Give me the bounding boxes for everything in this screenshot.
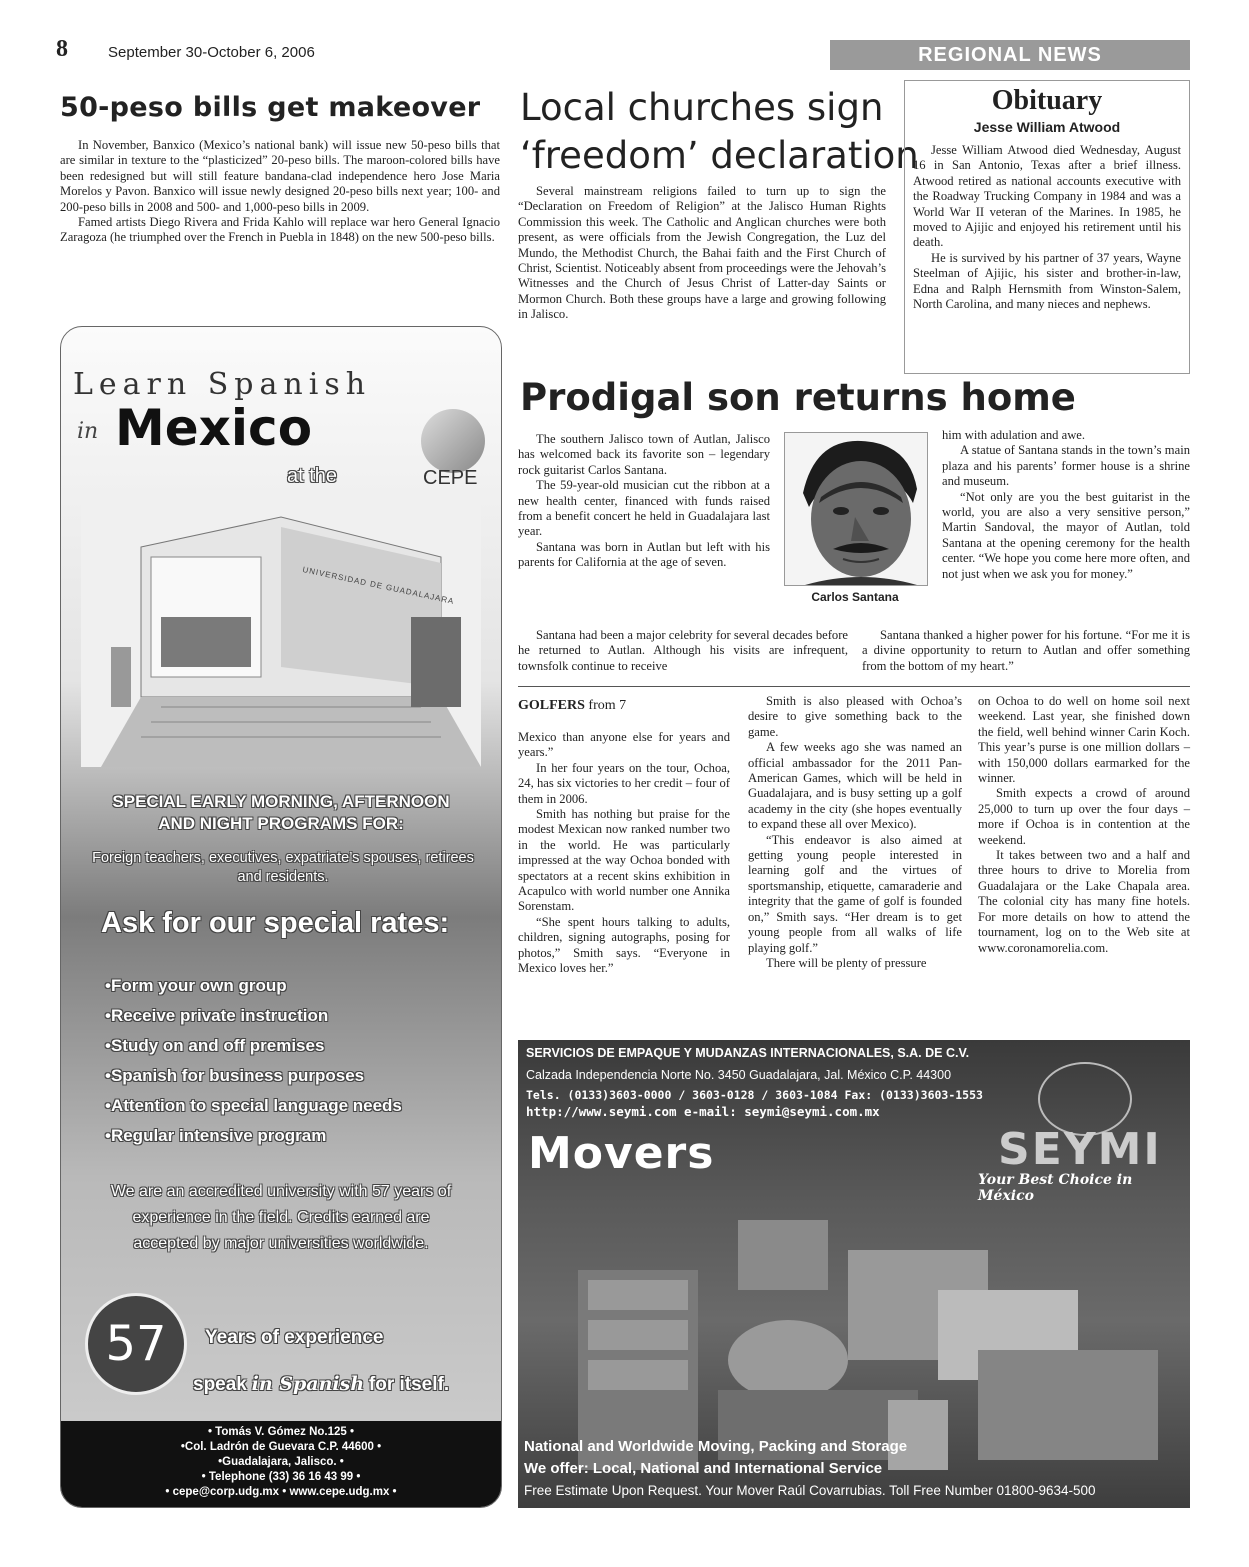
churches-headline-line2: ‘freedom’ declaration xyxy=(520,134,919,177)
golfers-col1-paragraph: Mexico than anyone else for years and years.” xyxy=(518,730,730,760)
golfers-jump-line xyxy=(518,698,626,714)
cepe-speak-script: in Spanish xyxy=(251,1373,365,1395)
cepe-speak-prefix: speak xyxy=(193,1374,247,1395)
prodigal-column-1-bottom xyxy=(518,628,848,674)
prodigal-col1-paragraph: Santana was born in Autlan but left with his parents for California at the age of seven. xyxy=(518,539,770,570)
churches-paragraph-1: Several mainstream religions failed to turn up to sign the “Declaration on Freedom of Religion” at the Jalisco Human Rights Commission this week. The Catholic and Anglican churches were both present, as were officials from the Jewish Congregation, the Luz del Mundo, the Methodist Church, the Bahai faith and the First Church of Christ, Scientist. Noticeably absent from proceedings were the Jehovah’s Witnesses and the Church of Jesus Christ of Latter-day Saints or Mormon Church. Both these groups have a large and growing following in Jalisco. xyxy=(518,184,886,322)
seymi-services xyxy=(524,1436,1164,1502)
churches-article-body xyxy=(518,184,886,323)
santana-portrait-icon xyxy=(785,433,927,585)
cepe-in: in xyxy=(77,419,99,444)
golfers-col2-paragraph: Smith is also pleased with Ochoa’s desire to give something back to the game. xyxy=(748,694,962,739)
cepe-logo-icon xyxy=(421,409,485,473)
prodigal-col1-paragraph: The 59-year-old musician cut the ribbon at a new health center, financed with funds raised from a benefit concert he held in Guadalajara last year. xyxy=(518,478,770,539)
santana-photo-caption: Carlos Santana xyxy=(811,590,899,604)
cepe-accredited: We are an accredited university with 57 years of experience in the field. Credits earned are accepted by major universities worldwide. xyxy=(110,1183,452,1252)
prodigal-col1-paragraph: The southern Jalisco town of Autlan, Jalisco has welcomed back its favorite son – legendary rock guitarist Carlos Santana. xyxy=(518,432,770,477)
cepe-bullet-list xyxy=(105,971,402,1151)
obituary-name: Jesse William Atwood xyxy=(973,119,1121,135)
cepe-mexico: Mexico xyxy=(115,399,313,457)
prodigal-col2-paragraph: A statue of Santana stands in the town’s main plaza and his parents’ former house is a shrine and museum. xyxy=(942,443,1190,489)
golfers-jump-from: from 7 xyxy=(588,698,627,713)
prodigal-col2-paragraph: Santana thanked a higher power for his fortune. “For me it is a divine opportunity to return to Autlan and offer something from the bottom of my heart.” xyxy=(862,628,1190,673)
golfers-col1-paragraph: “She spent hours talking to adults, children, signing autographs, posing for photos,” Smith says. “Everyone in Mexico loves her.” xyxy=(518,914,730,976)
peso-paragraph-1: In November, Banxico (Mexico’s national bank) will issue new 50-peso bills that are similar in texture to the “plasticized” 20-peso bills. The maroon-colored bills have been redesigned but will still feature bandana-clad independence hero Jose Maria Morelos y Pavon. Banxico will issue newly designed 20-peso bills next year; 100- and 200-peso bills in 2008 and 500- and 1,000-peso bills in 2009. xyxy=(60,138,500,214)
obituary-paragraph-2: He is survived by his partner of 37 years, Wayne Steelman of Ajijic, his sister and brother-in-law, Edna and Ralph Hernsmith from Winston-Salem, North Carolina, and many nieces and nephews. xyxy=(913,250,1181,312)
prodigal-col1-paragraph: Santana had been a major celebrity for several decades before he returned to Autlan. Although his visits are infrequent, townsfolk continue to receive xyxy=(518,628,848,673)
prodigal-col2-paragraph: him with adulation and awe. xyxy=(942,428,1086,442)
cepe-address-line: • Tomás V. Gómez No.125 • xyxy=(207,1426,355,1438)
golfers-col2-paragraph: A few weeks ago she was named an official ambassador for the 2011 Pan-American Games, which will be held in Guadalajara, and is busy setting up a golf academy in the city (she hopes eventually to expand these all over Mexico). xyxy=(748,740,962,832)
building-illustration-icon xyxy=(81,497,481,767)
seymi-service-line: National and Worldwide Moving, Packing and Storage xyxy=(524,1438,908,1455)
seymi-phones: Tels. (0133)3603-0000 / 3603-0128 / 3603-1084 Fax: (0133)3603-1553 xyxy=(526,1088,983,1102)
cepe-address-line: • Telephone (33) 36 16 43 99 • xyxy=(201,1471,361,1483)
obituary-paragraph-1: Jesse William Atwood died Wednesday, August 16 in San Antonio, Texas after a brief illness. Atwood retired as national accounts executive with the Roadway Trucking Company in 1984 and was a World War II veteran of the Marines. In 1985, he moved to Ajijic and enjoyed his retirement until his death. xyxy=(913,143,1181,250)
seymi-company: SERVICIOS DE EMPAQUE Y MUDANZAS INTERNACIONALES, S.A. DE C.V. xyxy=(526,1046,970,1060)
issue-date: September 30-October 6, 2006 xyxy=(108,44,315,61)
seymi-address: Calzada Independencia Norte No. 3450 Guadalajara, Jal. México C.P. 44300 xyxy=(526,1068,952,1082)
seymi-brand: SEYMI xyxy=(998,1124,1162,1175)
cepe-advertisement xyxy=(60,326,502,1508)
cepe-address-block xyxy=(61,1421,501,1508)
golfers-col3-paragraph: Smith expects a crowd of around 25,000 to turn up over the four days – more if Ochoa is in contention at the weekend. xyxy=(978,786,1190,847)
cepe-rates: Ask for our special rates: xyxy=(101,907,450,939)
obituary-title: Obituary xyxy=(991,85,1103,116)
cepe-building-sign: UNIVERSIDAD DE GUADALAJARA xyxy=(301,564,456,607)
cepe-bullet-item: •Study on and off premises xyxy=(105,1036,325,1055)
cepe-address-line: •Col. Ladrón de Guevara C.P. 44600 • xyxy=(180,1441,382,1453)
cepe-bullet-item: •Receive private instruction xyxy=(105,1006,329,1025)
cepe-programs xyxy=(81,791,481,835)
cepe-learn-spanish: Learn Spanish xyxy=(73,367,372,402)
peso-headline: 50-peso bills get makeover xyxy=(60,92,481,123)
cepe-bullet-item: •Attention to special language needs xyxy=(105,1096,402,1115)
cepe-bullet-item: •Spanish for business purposes xyxy=(105,1066,365,1085)
obituary-body xyxy=(913,143,1181,312)
cepe-at-the: at the xyxy=(287,465,338,487)
section-divider xyxy=(518,686,1190,687)
cepe-programs-line2: AND NIGHT PROGRAMS FOR: xyxy=(158,814,404,833)
cepe-address-line: • cepe@corp.udg.mx • www.cepe.udg.mx • xyxy=(165,1486,397,1498)
seymi-tagline: Your Best Choice in México xyxy=(978,1172,1133,1204)
seymi-service-line: Free Estimate Upon Request. Your Mover Raúl Covarrubias. Toll Free Number 01800-9634-500 xyxy=(524,1483,1096,1498)
prodigal-column-1 xyxy=(518,432,770,571)
cepe-bullet-item: •Regular intensive program xyxy=(105,1126,327,1145)
seymi-advertisement xyxy=(518,1040,1190,1508)
golfers-col1-paragraph: In her four years on the tour, Ochoa, 24, has six victories to her credit – four of them in 2006. xyxy=(518,760,730,806)
golfers-col2-paragraph: There will be plenty of pressure xyxy=(766,955,927,970)
cepe-name: CEPE xyxy=(423,467,478,489)
cepe-bullet-item: •Form your own group xyxy=(105,976,287,995)
section-banner: REGIONAL NEWS xyxy=(830,40,1190,70)
seymi-web: http://www.seymi.com e-mail: seymi@seymi.com.mx xyxy=(526,1104,880,1119)
golfers-column-3 xyxy=(978,694,1190,956)
golfers-column-1 xyxy=(518,730,730,977)
peso-article-body xyxy=(60,138,500,246)
page-number: 8 xyxy=(56,36,68,62)
obituary-box xyxy=(904,80,1190,374)
cepe-building-image xyxy=(81,497,481,767)
golfers-col3-paragraph: It takes between two and a half and three hours to drive to Morelia from Guadalajara or the Lake Chapala area. The colonial city has many fine hotels. For more details on how to attend the tournament, log on to the Web site at www.coronamorelia.com. xyxy=(978,848,1190,955)
cepe-57-badge: 57 xyxy=(85,1293,187,1395)
golfers-col1-paragraph: Smith has nothing but praise for the modest Mexican now ranked number two in the world. He was particularly impressed at the way Ochoa bonded with spectators at a recent skins exhibition in Acapulco with world number one Annika Sorenstam. xyxy=(518,807,730,914)
peso-paragraph-2: Famed artists Diego Rivera and Frida Kahlo will replace war hero General Ignacio Zaragoza (he triumphed over the French in Puebla in 1848) on the new 500-peso bills. xyxy=(60,215,500,245)
seymi-movers: Movers xyxy=(528,1128,715,1179)
golfers-column-2 xyxy=(748,694,962,971)
seymi-service-line: We offer: Local, National and International Service xyxy=(524,1460,883,1477)
churches-headline-line1: Local churches sign xyxy=(520,86,884,129)
cepe-years-line: Years of experience xyxy=(205,1327,384,1348)
cepe-speak-suffix: for itself. xyxy=(368,1374,450,1395)
prodigal-column-2-bottom xyxy=(862,628,1190,674)
golfers-jump-label: GOLFERS xyxy=(518,698,585,713)
cepe-audience: Foreign teachers, executives, expatriate’s spouses, retirees and residents. xyxy=(92,850,474,885)
golfers-col3-paragraph: on Ochoa to do well on home soil next weekend. Last year, she finished down the field, well behind winner Carin Koch. This year’s purse is one million dollars – with 150,000 dollars earmarked for the winner. xyxy=(978,694,1190,786)
prodigal-headline: Prodigal son returns home xyxy=(520,376,1076,419)
cepe-address-line: •Guadalajara, Jalisco. • xyxy=(218,1456,344,1468)
santana-photo xyxy=(784,432,928,586)
prodigal-column-2 xyxy=(942,428,1190,582)
prodigal-col2-paragraph: “Not only are you the best guitarist in the world, you are also a very sensitive person,” Martin Sandoval, the mayor of Autlan, told Santana at the opening ceremony for the health center. “We hope you come here more often, and not just when we ask you for money.” xyxy=(942,489,1190,581)
cepe-programs-line1: SPECIAL EARLY MORNING, AFTERNOON xyxy=(112,792,450,811)
cepe-speak-line xyxy=(193,1373,449,1396)
golfers-col2-paragraph: “This endeavor is also aimed at getting young people interested in learning golf and the virtues of sportsmanship, etiquette, camaraderie and integrity that the game of golf is founded on,” Smith says. “Her dream is to get young people from all walks of life playing golf.” xyxy=(748,832,962,955)
